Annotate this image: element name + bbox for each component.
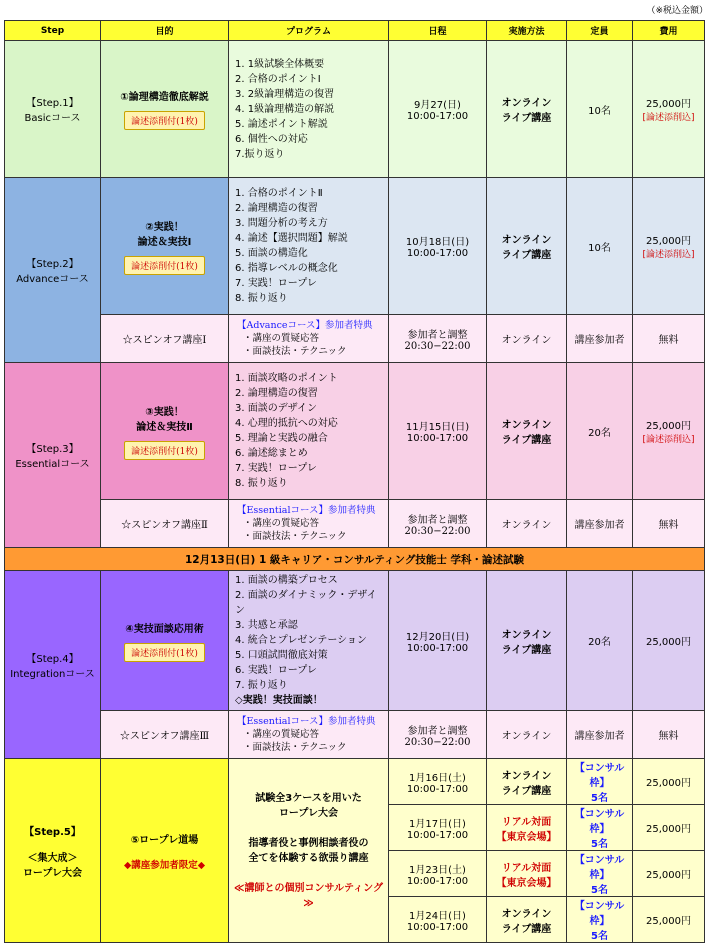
session4-method: オンライン ライブ講座 (487, 897, 567, 943)
step3-fee: 25,000円 [論述添削込] (633, 363, 705, 500)
step1-row (5, 41, 705, 178)
step5-label: 【Step.5】 ＜集大成＞ ロープレ大会 (5, 759, 101, 943)
session3-fee: 25,000円 (633, 851, 705, 897)
spinoff3-date: 参加者と調整 20:30−22:00 (389, 711, 487, 759)
session2-method: リアル対面 【東京会場】 (487, 805, 567, 851)
spinoff3-method: オンライン (487, 711, 567, 759)
spinoff3-capacity: 講座参加者 (567, 711, 633, 759)
spinoff1-method: オンライン (487, 315, 567, 363)
spinoff3-title: ☆スピンオフ講座Ⅲ (101, 711, 229, 759)
session2-fee: 25,000円 (633, 805, 705, 851)
spinoff1-capacity: 講座参加者 (567, 315, 633, 363)
spinoff2-benefit: 【Essentialコース】参加者特典 ・講座の質疑応答 ・面談技法・テクニック (229, 500, 389, 548)
session3-capacity: 【コンサル枠】 5名 (567, 851, 633, 897)
header-method: 実施方法 (487, 21, 567, 41)
step2-label: 【Step.2】 Advanceコース (5, 178, 101, 363)
session3-method: リアル対面 【東京会場】 (487, 851, 567, 897)
spinoff2-row (5, 500, 705, 548)
step4-method: オンライン ライブ講座 (487, 571, 567, 711)
spinoff2-title: ☆スピンオフ講座Ⅱ (101, 500, 229, 548)
exam-banner: 12月13日(日) 1 級キャリア・コンサルティング技能士 学科・論述試験 (5, 548, 705, 571)
essay-badge: 論述添削付(1枚) (124, 643, 205, 662)
spinoff2-method: オンライン (487, 500, 567, 548)
step3-date: 11月15日(日) 10:00-17:00 (389, 363, 487, 500)
step3-program: 1. 面談攻略のポイント 2. 論理構造の復習 3. 面談のデザイン 4. 心理的抵抗への対応 5. 理論と実践の融合 6. 論述総まとめ 7. 実践！ロープレ 8. 振り返り (229, 363, 389, 500)
session4-capacity: 【コンサル枠】 5名 (567, 897, 633, 943)
tax-note: （※税込金額） (646, 6, 708, 16)
course-schedule-table (4, 20, 705, 943)
header-program: プログラム (229, 21, 389, 41)
step2-capacity: 10名 (567, 178, 633, 315)
step3-label: 【Step.3】 Essentialコース (5, 363, 101, 548)
step1-date: 9月27(日) 10:00-17:00 (389, 41, 487, 178)
essay-badge: 論述添削付(1枚) (124, 111, 205, 130)
step1-method: オンライン ライブ講座 (487, 41, 567, 178)
header-purpose: 目的 (101, 21, 229, 41)
spinoff2-date: 参加者と調整 20:30−22:00 (389, 500, 487, 548)
header-capacity: 定員 (567, 21, 633, 41)
step3-capacity: 20名 (567, 363, 633, 500)
step4-label: 【Step.4】 Integrationコース (5, 571, 101, 759)
essay-badge: 論述添削付(1枚) (124, 256, 205, 275)
spinoff1-date: 参加者と調整 20:30−22:00 (389, 315, 487, 363)
spinoff1-row (5, 315, 705, 363)
spinoff3-benefit: 【Essentialコース】参加者特典 ・講座の質疑応答 ・面談技法・テクニック (229, 711, 389, 759)
step1-purpose: ①論理構造徹底解説 論述添削付(1枚) (101, 41, 229, 178)
step2-method: オンライン ライブ講座 (487, 178, 567, 315)
exam-row (5, 548, 705, 571)
header-row (5, 21, 705, 41)
spinoff1-fee: 無料 (633, 315, 705, 363)
spinoff3-fee: 無料 (633, 711, 705, 759)
step3-method: オンライン ライブ講座 (487, 363, 567, 500)
session2-date: 1月17日(日) 10:00-17:00 (389, 805, 487, 851)
step5-row-1 (5, 759, 705, 805)
step4-purpose: ④実技面談応用術 論述添削付(1枚) (101, 571, 229, 711)
step2-purpose: ②実践！ 論述＆実技Ⅰ 論述添削付(1枚) (101, 178, 229, 315)
step2-row (5, 178, 705, 315)
step4-fee: 25,000円 (633, 571, 705, 711)
session2-capacity: 【コンサル枠】 5名 (567, 805, 633, 851)
header-schedule: 日程 (389, 21, 487, 41)
session4-date: 1月24日(日) 10:00-17:00 (389, 897, 487, 943)
step2-program: 1. 合格のポイントⅡ 2. 論理構造の復習 3. 問題分析の考え方 4. 論述【選択問題】解説 5. 面談の構造化 6. 指導レベルの概念化 7. 実践！ロープレ 8. 振り返り (229, 178, 389, 315)
step4-program: 1. 面談の構築プロセス 2. 面談のダイナミック・デザイン 3. 共感と承認 4. 統合とプレゼンテーション 5. 口頭試問徹底対策 6. 実践！ロープレ 7. 振り返り ◇実践！実技面談！ (229, 571, 389, 711)
spinoff1-benefit: 【Advanceコース】参加者特典 ・講座の質疑応答 ・面談技法・テクニック (229, 315, 389, 363)
session1-date: 1月16日(土) 10:00-17:00 (389, 759, 487, 805)
step5-program: 試験全3ケースを用いた ロープレ大会 指導者役と事例相談者役の 全てを体験する欲張り講座 ≪講師との個別コンサルティング≫ (229, 759, 389, 943)
step4-capacity: 20名 (567, 571, 633, 711)
step1-capacity: 10名 (567, 41, 633, 178)
step4-date: 12月20日(日) 10:00-17:00 (389, 571, 487, 711)
essay-badge: 論述添削付(1枚) (124, 441, 205, 460)
step2-fee: 25,000円 [論述添削込] (633, 178, 705, 315)
spinoff3-row (5, 711, 705, 759)
step1-fee: 25,000円 [論述添削込] (633, 41, 705, 178)
step2-date: 10月18日(日) 10:00-17:00 (389, 178, 487, 315)
spinoff2-fee: 無料 (633, 500, 705, 548)
session4-fee: 25,000円 (633, 897, 705, 943)
header-fee: 費用 (633, 21, 705, 41)
session3-date: 1月23日(土) 10:00-17:00 (389, 851, 487, 897)
session1-method: オンライン ライブ講座 (487, 759, 567, 805)
step3-purpose: ③実践！ 論述＆実技Ⅱ 論述添削付(1枚) (101, 363, 229, 500)
spinoff1-title: ☆スピンオフ講座Ⅰ (101, 315, 229, 363)
step1-program: 1. 1級試験全体概要 2. 合格のポイントⅠ 3. 2級論理構造の復習 4. 1級論理構造の解説 5. 論述ポイント解説 6. 個性への対応 7.振り返り (229, 41, 389, 178)
step4-row (5, 571, 705, 711)
step3-row (5, 363, 705, 500)
step5-purpose: ⑤ロープレ道場 ◆講座参加者限定◆ (101, 759, 229, 943)
spinoff2-capacity: 講座参加者 (567, 500, 633, 548)
step1-label: 【Step.1】 Basicコース (5, 41, 101, 178)
session1-fee: 25,000円 (633, 759, 705, 805)
session1-capacity: 【コンサル枠】 5名 (567, 759, 633, 805)
header-step: Step (5, 21, 101, 41)
